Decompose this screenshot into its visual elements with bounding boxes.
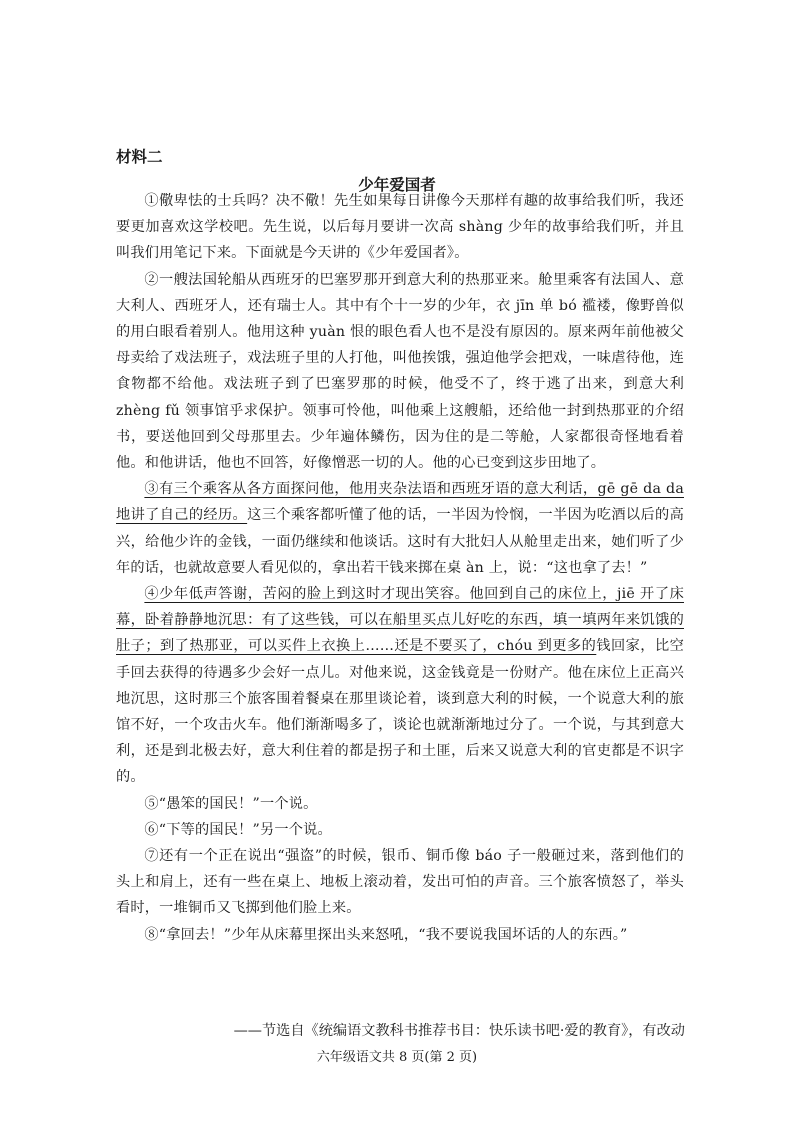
article-body [116,188,684,948]
source-citation: ——节选自《统编语文教科书推荐书目：快乐读书吧·爱的教育》，有改动 [233,1023,685,1039]
paragraph-3-text: 这三个乘客都听懂了他的话，一半因为怜悯，一半因为吃酒以后的高兴，给他少许的金钱，一面仍继续和他谈话。这时有大批妇人从舱里走出来，她们听了少年的话，也就故意要人看见似的，拿出若干钱来掷在桌 àn 上，说：“这也拿了去！” [116,507,684,576]
paragraph-8: ⑧“拿回去！”少年从床幕里探出头来怒吼，“我不要说我国坏话的人的东西。” [144,926,628,943]
paragraph-2: ②一艘法国轮船从西班牙的巴塞罗那开到意大利的热那亚来。舱里乘客有法国人、意大利人、西班牙人，还有瑞士人。其中有个十一岁的少年，衣 jīn 单 bó 褴褛，像野兽似的用白眼看着别人。他用这种 yuàn 恨的眼色看人也不是没有原因的。原来两年前他被父母卖给了戏法班子，戏法班子里的人打他，叫他挨饿，强迫他学会把戏，一味虐待他，连食物都不给他。戏法班子到了巴塞罗那的时候，他受不了，终于逃了出来，到意大利 zhèng fǔ 领事馆乎求保护。领事可怜他，叫他乘上这艘船，还给他一封到热那亚的介绍书，要送他回到父母那里去。少年遍体鳞伤，因为住的是二等舱，人家都很奇怪地看着他。和他讲话，他也不回答，好像憎恶一切的人。他的心已变到这步田地了。 [116,271,684,472]
underlined-sentence-4: ④少年低声答谢，苦闷的脸上到这时才现出笑容。他回到自己的床位上，jiē 开了床幕，卧着静静地沉思：有了这些钱，可以在船里买点儿好吃的东西，填一填两年来饥饿的肚子；到了热那亚，可以买件上衣换上……还是不要买了，chóu 到更多的 [116,586,684,655]
paragraph-3 [116,476,684,581]
paragraph-7: ⑦还有一个正在说出“强盗”的时候，银币、铜币像 báo 子一般砸过来，落到他们的头上和肩上，还有一些在桌上、地板上滚动着，发出可怕的声音。三个旅客愤怒了，举头看时，一堆铜币又飞掷到他们脸上来。 [116,848,684,917]
page-footer: 六年级语文共 8 页(第 2 页) [316,1050,478,1065]
underlined-sentence-3: ③有三个乘客从各方面探问他，他用夹杂法语和西班牙语的意大利话，gē gē da da 地讲了自己的经历。 [116,481,684,524]
section-label: 材料二 [116,148,163,166]
paragraph-5: ⑤“愚笨的国民！”一个说。 [144,795,318,812]
article-title: 少年爱国者 [358,176,436,194]
paragraph-1: ①儆卑怯的士兵吗？决不儆！先生如果每日讲像今天那样有趣的故事给我们听，我还要更加喜欢这学校吧。先生说，以后每月要讲一次高 shàng 少年的故事给我们听，并且叫我们用笔记下来。下面就是今天讲的《少年爱国者》。 [116,193,684,262]
paragraph-4 [116,581,684,791]
paragraph-6: ⑥“下等的国民！”另一个说。 [144,821,332,838]
paragraph-4-text: 钱回家，比空手回去获得的待遇多少会好一点儿。对他来说，这金钱竟是一份财产。他在床位上正高兴地沉思，这时那三个旅客围着餐桌在那里谈论着，谈到意大利的时候，一个说意大利的旅馆不好，一个攻击火车。他们渐渐喝多了，谈论也就渐渐地过分了。一个说，与其到意大利，还是到北极去好，意大利住着的都是拐子和土匪，后来又说意大利的官吏都是不识字的。 [116,638,685,786]
